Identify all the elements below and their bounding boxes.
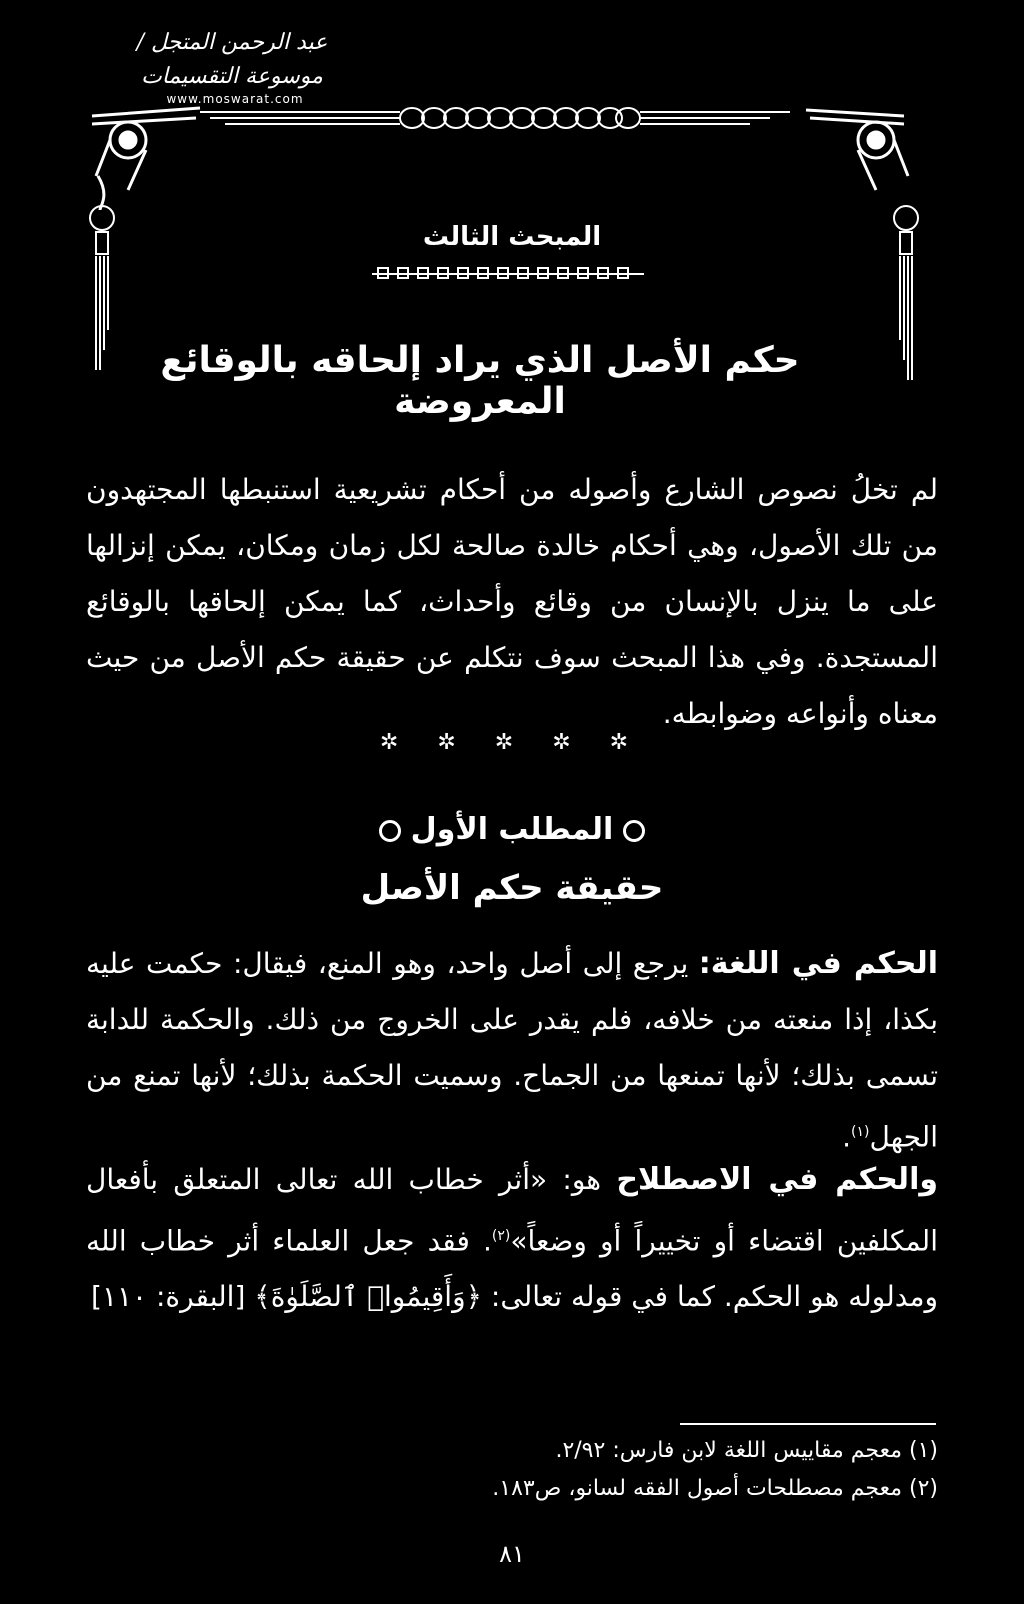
site-logo bbox=[112, 8, 352, 104]
footnote-ref: (٢) bbox=[491, 1228, 511, 1244]
footnote: (٢) معجم مصطلحات أصول الفقه لسانو، ص١٨٣. bbox=[492, 1476, 938, 1501]
definition-linguistic bbox=[86, 936, 938, 1165]
subsection-label-text: المطلب الأول bbox=[410, 812, 614, 847]
corner-ornament-left-icon bbox=[92, 108, 200, 210]
quran-verse: ﴿وَأَقِيمُوا۟ ٱلصَّلَوٰةَ﴾ bbox=[254, 1280, 483, 1314]
footnote: (١) معجم مقاييس اللغة لابن فارس: ٢/٩٢. bbox=[555, 1438, 938, 1463]
section-title: المبحث الثالث bbox=[422, 222, 602, 252]
subsection-label bbox=[0, 812, 1024, 847]
subsection-title: حقيقة حكم الأصل bbox=[360, 868, 664, 908]
page-number: ٨١ bbox=[499, 1540, 525, 1568]
sentence-end: . bbox=[842, 1120, 852, 1154]
logo-url: www.moswarat.com bbox=[166, 92, 304, 106]
top-border bbox=[200, 108, 790, 128]
chain-ornament-icon bbox=[400, 108, 640, 128]
section-divider-stars: ✲ ✲ ✲ ✲ ✲ bbox=[379, 730, 645, 755]
definition-text: يرجع إلى أصل واحد، وهو المنع، فيقال: حكمت عليه بكذا، إذا منعته من خلافه، فلم يقدر على الخروج من ذلك. والحكمة للدابة تسمى بذلك؛ لأنها تمنعها من الجماح. وسميت الحكمة بذلك؛ لأنها تمنع من الجهل bbox=[86, 947, 938, 1154]
quran-reference: [البقرة: ١١٠] bbox=[91, 1280, 246, 1314]
ring-bullet-icon bbox=[623, 820, 645, 842]
footnote-ref: (١) bbox=[851, 1124, 870, 1140]
ring-bullet-icon bbox=[379, 820, 401, 842]
intro-paragraph: لم تخلُ نصوص الشارع وأصوله من أحكام تشريعية استنبطها المجتهدون من تلك الأصول، وهي أحكام خالدة صالحة لكل زمان ومكان، يمكن إنزالها على ما ينزل بالإنسان من وقائع وأحداث، كما يمكن إلحاقها بالوقائع المستجدة. وفي هذا المبحث سوف نتكلم عن حقيقة حكم الأصل من حيث معناه وأنواعه وضوابطه. bbox=[86, 473, 938, 730]
term-heading: والحكم في الاصطلاح bbox=[616, 1162, 939, 1197]
page-title: حكم الأصل الذي يراد إلحاقه بالوقائع المعروضة bbox=[160, 340, 800, 422]
logo-calligraphy: عبد الرحمن المتجل / موسوعة التقسيمات bbox=[136, 30, 328, 89]
definition-technical bbox=[86, 1152, 938, 1325]
corner-ornament-right-icon bbox=[806, 110, 908, 190]
term-heading: الحكم في اللغة: bbox=[698, 946, 938, 981]
footnotes bbox=[86, 1432, 938, 1508]
definition-text-a: هو: «أثر خطاب الله تعالى المتعلق بأفعال المكلفين اقتضاء أو تخييراً أو وضعاً» bbox=[86, 1163, 938, 1258]
definition-text-b: . فقد جعل العلماء أثر خطاب الله ومدلوله هو الحكم. كما في قوله تعالى: bbox=[86, 1224, 938, 1314]
title-underline-chain bbox=[372, 268, 644, 278]
